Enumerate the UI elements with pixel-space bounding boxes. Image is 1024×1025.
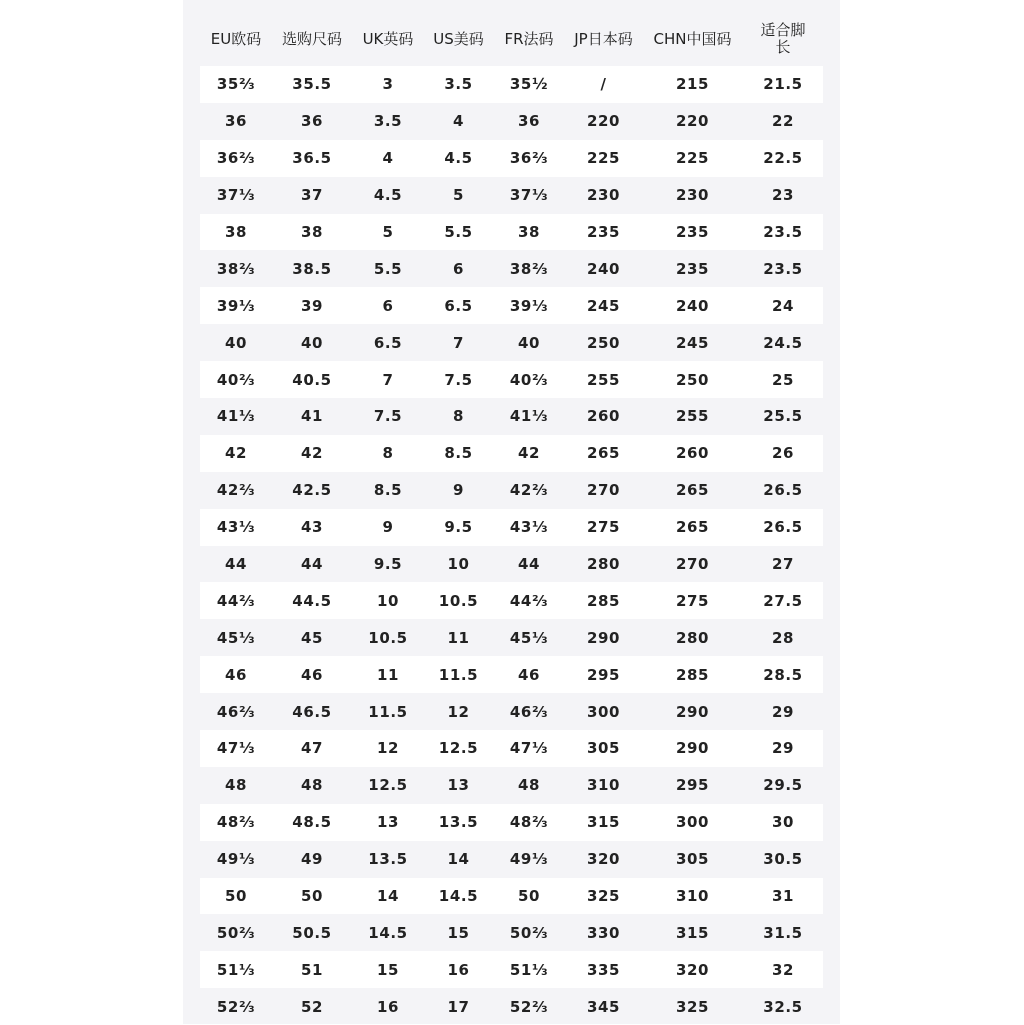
cell-chn: 265 [675, 518, 710, 537]
cell-selected-size: 36 [300, 112, 324, 131]
cell-foot-length: 23 [771, 186, 795, 205]
cell-selected-size: 49 [300, 850, 324, 869]
cell-jp: 275 [586, 518, 621, 537]
cell-uk: 12 [376, 739, 400, 758]
cell-eu: 45⅓ [216, 628, 256, 647]
cell-foot-length: 23.5 [763, 259, 803, 278]
cell-eu: 46 [224, 665, 248, 684]
cell-chn: 320 [675, 960, 710, 979]
cell-selected-size: 38.5 [292, 259, 332, 278]
cell-uk: 9 [382, 518, 394, 537]
cell-foot-length: 24 [771, 296, 795, 315]
table-row [200, 66, 823, 103]
cell-jp: 325 [586, 887, 621, 906]
cell-foot-length: 29.5 [763, 776, 803, 795]
cell-us: 4.5 [444, 149, 473, 168]
cell-selected-size: 39 [300, 296, 324, 315]
cell-selected-size: 36.5 [292, 149, 332, 168]
cell-chn: 235 [675, 223, 710, 241]
cell-chn: 315 [675, 923, 710, 942]
cell-chn: 325 [675, 997, 710, 1016]
cell-eu: 41⅓ [216, 407, 256, 426]
cell-uk: 11 [376, 665, 400, 684]
cell-chn: 225 [675, 149, 710, 168]
cell-chn: 245 [675, 333, 710, 352]
table-row [200, 619, 823, 656]
cell-uk: 5 [382, 223, 394, 241]
cell-foot-length: 31.5 [763, 923, 803, 942]
cell-foot-length: 25 [771, 370, 795, 389]
cell-us: 13 [447, 776, 470, 795]
cell-foot-length: 26.5 [763, 481, 803, 500]
cell-foot-length: 29 [771, 702, 795, 721]
cell-fr: 44 [517, 555, 541, 574]
table-row [200, 693, 823, 730]
table-row [200, 472, 823, 509]
cell-eu: 47⅓ [216, 739, 256, 758]
cell-eu: 49⅓ [216, 850, 256, 869]
cell-us: 4 [452, 112, 465, 131]
cell-uk: 6.5 [373, 333, 403, 352]
table-row [200, 841, 823, 878]
cell-fr: 37⅓ [509, 186, 549, 205]
cell-selected-size: 38 [300, 223, 324, 241]
cell-jp: 250 [586, 333, 621, 352]
cell-us: 9.5 [444, 518, 473, 537]
cell-eu: 42⅔ [216, 481, 256, 500]
table-row [200, 140, 823, 177]
cell-us: 14.5 [438, 887, 479, 906]
cell-us: 15 [447, 923, 470, 942]
cell-selected-size: 42.5 [292, 481, 332, 500]
cell-us: 12.5 [438, 739, 479, 758]
table-row [200, 582, 823, 619]
table-row [200, 287, 823, 324]
cell-us: 10.5 [438, 591, 479, 610]
table-row [200, 546, 823, 583]
cell-eu: 44 [224, 555, 248, 574]
table-row [200, 730, 823, 767]
cell-fr: 48 [517, 776, 541, 795]
cell-foot-length: 29 [771, 739, 795, 758]
table-row [200, 878, 823, 915]
header-selected-size: 选购尺码 [281, 29, 342, 48]
cell-uk: 13 [376, 813, 400, 832]
cell-selected-size: 50 [300, 887, 324, 906]
cell-uk: 3.5 [373, 112, 403, 131]
cell-jp: 335 [586, 960, 621, 979]
cell-foot-length: 28.5 [763, 665, 803, 684]
cell-eu: 37⅓ [216, 186, 256, 205]
cell-fr: 36⅔ [509, 149, 549, 168]
cell-foot-length: 30.5 [763, 850, 803, 869]
cell-us: 11.5 [438, 665, 479, 684]
cell-selected-size: 46 [300, 665, 324, 684]
table-row [200, 988, 823, 1025]
cell-chn: 295 [675, 776, 710, 795]
cell-foot-length: 30 [771, 813, 795, 832]
cell-us: 6 [452, 259, 465, 278]
table-row [200, 435, 823, 472]
cell-selected-size: 48.5 [292, 813, 332, 832]
cell-fr: 41⅓ [509, 407, 549, 426]
cell-eu: 48⅔ [216, 813, 256, 832]
cell-foot-length: 25.5 [763, 407, 803, 426]
cell-foot-length: 28 [771, 628, 795, 647]
cell-selected-size: 43 [300, 518, 324, 537]
table-row [200, 951, 823, 988]
cell-fr: 42⅔ [509, 481, 549, 500]
cell-jp: 260 [586, 407, 621, 426]
cell-fr: 50⅔ [509, 923, 549, 942]
table-row [200, 214, 823, 251]
cell-uk: 14.5 [368, 923, 408, 942]
table-row [200, 804, 823, 841]
cell-jp: 290 [586, 628, 621, 647]
cell-selected-size: 41 [300, 407, 324, 426]
cell-fr: 40⅔ [509, 370, 549, 389]
cell-chn: 275 [675, 591, 710, 610]
cell-eu: 35⅔ [216, 75, 256, 94]
cell-chn: 255 [675, 407, 710, 426]
header-us: US美码 [433, 29, 484, 48]
cell-selected-size: 37 [300, 186, 324, 205]
cell-us: 14 [447, 850, 470, 869]
cell-eu: 46⅔ [216, 702, 256, 721]
cell-fr: 47⅓ [509, 739, 549, 758]
cell-us: 7 [452, 333, 465, 352]
cell-foot-length: 24.5 [763, 333, 803, 352]
cell-foot-length: 21.5 [763, 75, 803, 94]
cell-jp: 220 [586, 112, 621, 131]
cell-jp: 255 [586, 370, 621, 389]
cell-foot-length: 23.5 [763, 223, 803, 241]
cell-selected-size: 40.5 [292, 370, 332, 389]
cell-uk: 12.5 [368, 776, 408, 795]
cell-foot-length: 22.5 [763, 149, 803, 168]
cell-eu: 48 [224, 776, 248, 795]
cell-uk: 8 [382, 444, 394, 463]
cell-uk: 8.5 [373, 481, 403, 500]
cell-foot-length: 22 [771, 112, 795, 131]
cell-chn: 310 [675, 887, 710, 906]
cell-jp: / [600, 75, 607, 94]
cell-chn: 285 [675, 665, 710, 684]
cell-fr: 49⅓ [509, 850, 549, 869]
cell-jp: 230 [586, 186, 621, 205]
cell-uk: 16 [376, 997, 400, 1016]
cell-foot-length: 27.5 [763, 591, 803, 610]
cell-fr: 38 [517, 223, 541, 241]
header-foot-length: 适合脚长 [760, 21, 806, 56]
cell-us: 8 [452, 407, 465, 426]
cell-jp: 345 [586, 997, 621, 1016]
cell-chn: 215 [675, 75, 710, 94]
cell-uk: 4.5 [373, 186, 403, 205]
cell-chn: 290 [675, 739, 710, 758]
cell-chn: 270 [675, 555, 710, 574]
cell-chn: 300 [675, 813, 710, 832]
cell-selected-size: 35.5 [292, 75, 332, 94]
table-row [200, 398, 823, 435]
cell-foot-length: 26 [771, 444, 795, 463]
cell-uk: 7.5 [373, 407, 403, 426]
cell-jp: 305 [586, 739, 621, 758]
cell-us: 16 [447, 960, 470, 979]
cell-selected-size: 50.5 [292, 923, 332, 942]
cell-fr: 40 [517, 333, 541, 352]
cell-jp: 280 [586, 555, 621, 574]
cell-selected-size: 44.5 [292, 591, 332, 610]
cell-chn: 290 [675, 702, 710, 721]
cell-eu: 36 [224, 112, 248, 131]
cell-uk: 5.5 [373, 259, 403, 278]
cell-us: 6.5 [444, 296, 473, 315]
cell-jp: 240 [586, 259, 621, 278]
cell-selected-size: 48 [300, 776, 324, 795]
cell-jp: 295 [586, 665, 621, 684]
cell-jp: 245 [586, 296, 621, 315]
cell-uk: 4 [382, 149, 394, 168]
table-row [200, 324, 823, 361]
cell-eu: 40⅔ [216, 370, 256, 389]
cell-jp: 300 [586, 702, 621, 721]
cell-uk: 11.5 [368, 702, 408, 721]
cell-fr: 45⅓ [509, 628, 549, 647]
size-table-body [200, 66, 823, 1025]
cell-us: 12 [447, 702, 470, 721]
cell-us: 9 [452, 481, 465, 500]
table-row [200, 914, 823, 951]
table-row [200, 103, 823, 140]
cell-uk: 3 [382, 75, 394, 94]
cell-foot-length: 32.5 [763, 997, 803, 1016]
cell-eu: 38⅔ [216, 259, 256, 278]
cell-uk: 9.5 [373, 555, 403, 574]
cell-fr: 48⅔ [509, 813, 549, 832]
table-row [200, 177, 823, 214]
cell-uk: 10.5 [368, 628, 408, 647]
cell-jp: 315 [586, 813, 621, 832]
table-row [200, 509, 823, 546]
cell-chn: 220 [675, 112, 710, 131]
cell-chn: 230 [675, 186, 710, 205]
cell-eu: 51⅓ [216, 960, 256, 979]
cell-eu: 40 [224, 333, 248, 352]
cell-us: 13.5 [438, 813, 479, 832]
cell-uk: 7 [382, 370, 394, 389]
cell-eu: 50⅔ [216, 923, 256, 942]
cell-eu: 52⅔ [216, 997, 256, 1016]
cell-eu: 36⅔ [216, 149, 256, 168]
header-jp: JP日本码 [574, 29, 633, 48]
cell-uk: 15 [376, 960, 400, 979]
cell-selected-size: 45 [300, 628, 324, 647]
cell-chn: 240 [675, 296, 710, 315]
cell-jp: 320 [586, 850, 621, 869]
cell-selected-size: 40 [300, 333, 324, 352]
cell-selected-size: 47 [300, 739, 324, 758]
cell-fr: 43⅓ [509, 518, 549, 537]
header-chn: CHN中国码 [653, 29, 732, 48]
cell-uk: 14 [376, 887, 400, 906]
cell-fr: 35½ [509, 75, 549, 94]
cell-chn: 235 [675, 259, 710, 278]
cell-uk: 13.5 [368, 850, 408, 869]
cell-eu: 38 [224, 223, 248, 241]
cell-chn: 305 [675, 850, 710, 869]
cell-uk: 10 [376, 591, 400, 610]
cell-jp: 270 [586, 481, 621, 500]
cell-eu: 50 [224, 887, 248, 906]
cell-fr: 42 [517, 444, 541, 463]
cell-fr: 44⅔ [509, 591, 549, 610]
cell-eu: 43⅓ [216, 518, 256, 537]
cell-selected-size: 51 [300, 960, 324, 979]
cell-us: 8.5 [444, 444, 473, 463]
table-row [200, 361, 823, 398]
cell-us: 5 [452, 186, 465, 205]
cell-foot-length: 32 [771, 960, 795, 979]
cell-chn: 265 [675, 481, 710, 500]
cell-selected-size: 46.5 [292, 702, 332, 721]
table-row [200, 656, 823, 693]
cell-chn: 260 [675, 444, 710, 463]
cell-foot-length: 26.5 [763, 518, 803, 537]
cell-fr: 38⅔ [509, 259, 549, 278]
cell-us: 11 [447, 628, 470, 647]
cell-fr: 46⅔ [509, 702, 549, 721]
table-header [200, 14, 823, 64]
cell-chn: 280 [675, 628, 710, 647]
cell-eu: 42 [224, 444, 248, 463]
cell-foot-length: 27 [771, 555, 795, 574]
cell-jp: 235 [586, 223, 621, 241]
cell-us: 7.5 [444, 370, 473, 389]
cell-jp: 330 [586, 923, 621, 942]
cell-fr: 52⅔ [509, 997, 549, 1016]
cell-us: 10 [447, 555, 470, 574]
cell-fr: 36 [517, 112, 541, 131]
cell-eu: 39⅓ [216, 296, 256, 315]
cell-jp: 310 [586, 776, 621, 795]
table-row [200, 250, 823, 287]
cell-jp: 225 [586, 149, 621, 168]
cell-us: 17 [447, 997, 470, 1016]
cell-foot-length: 31 [771, 887, 795, 906]
cell-chn: 250 [675, 370, 710, 389]
cell-eu: 44⅔ [216, 591, 256, 610]
cell-selected-size: 42 [300, 444, 324, 463]
cell-selected-size: 52 [300, 997, 324, 1016]
cell-us: 5.5 [444, 223, 473, 241]
header-uk: UK英码 [362, 29, 414, 48]
cell-uk: 6 [382, 296, 394, 315]
table-row [200, 767, 823, 804]
cell-fr: 46 [517, 665, 541, 684]
header-fr: FR法码 [504, 29, 554, 48]
cell-jp: 265 [586, 444, 621, 463]
cell-us: 3.5 [444, 75, 473, 94]
cell-fr: 50 [517, 887, 541, 906]
cell-fr: 39⅓ [509, 296, 549, 315]
cell-selected-size: 44 [300, 555, 324, 574]
cell-fr: 51⅓ [509, 960, 549, 979]
cell-jp: 285 [586, 591, 621, 610]
header-eu: EU欧码 [210, 29, 262, 48]
